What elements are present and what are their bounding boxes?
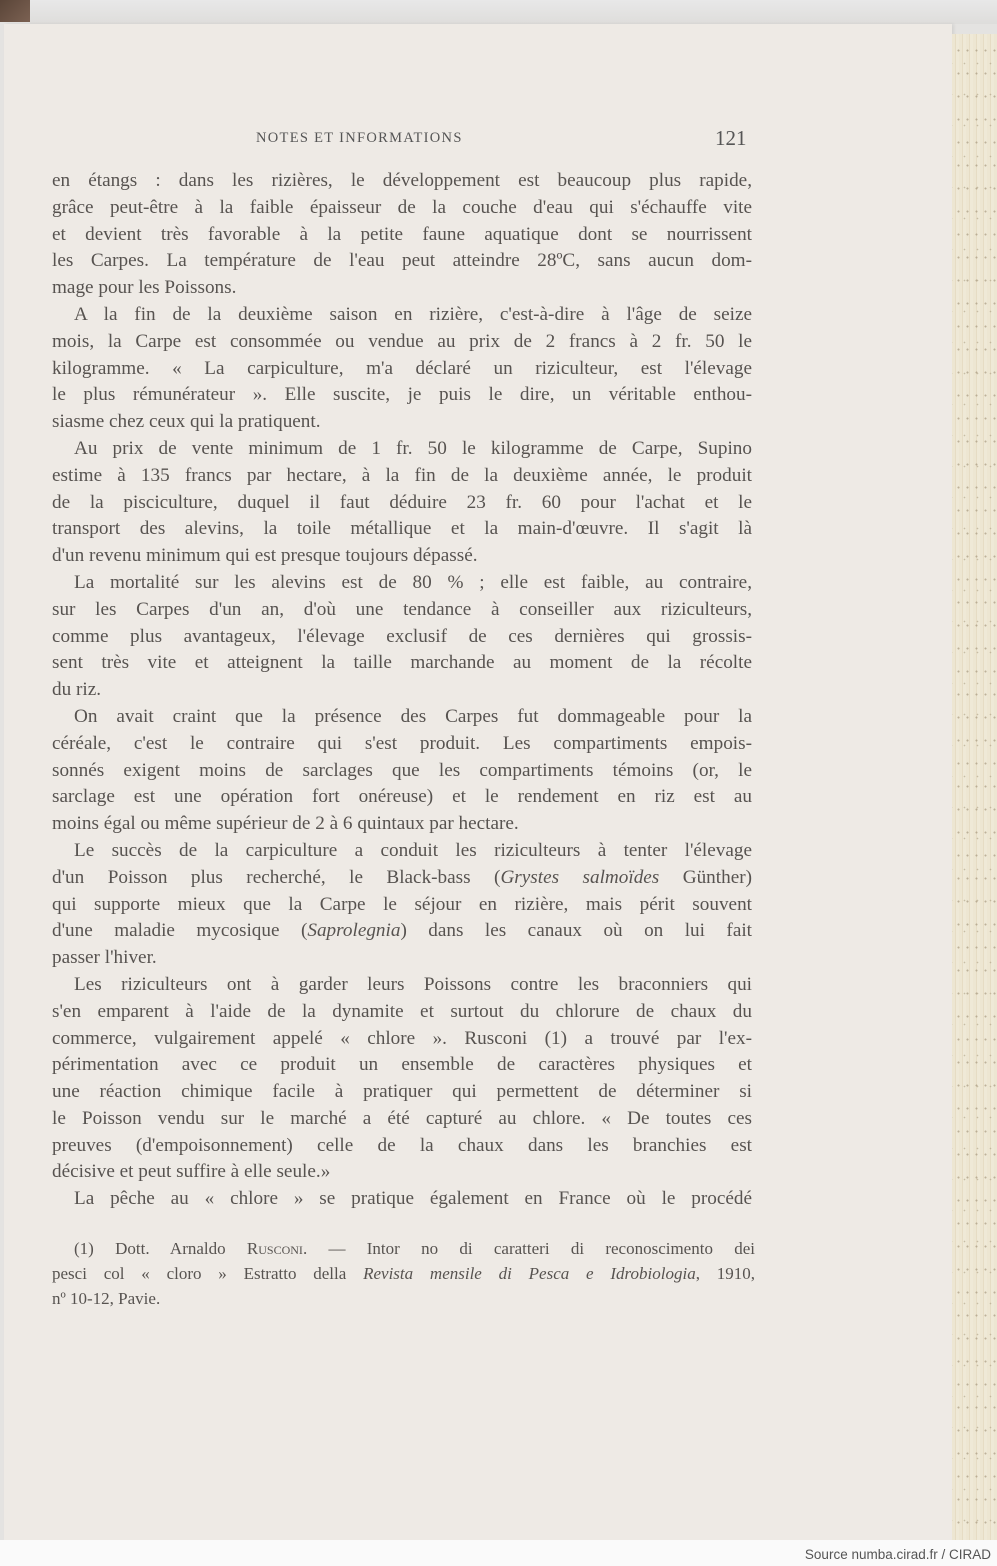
text-segment: preuves (d'empoisonnement) celle de la chaux dans les branchies est (52, 1134, 752, 1156)
scan-background (30, 0, 997, 24)
text-segment: de la pisciculture, duquel il faut déduire 23 fr. 60 pour l'achat et le (52, 491, 752, 513)
text-segment: commerce, vulgairement appelé « chlore ». Rusconi (1) a trouvé par l'ex- (52, 1027, 752, 1049)
body-text (52, 168, 752, 1213)
text-segment: Le succès de la carpiculture a conduit les riziculteurs à tenter l'élevage (74, 839, 752, 861)
text-line (52, 1236, 755, 1261)
text-line (52, 945, 752, 972)
text-segment: passer l'hiver. (52, 947, 157, 969)
text-segment: périmentation avec ce produit un ensemble de caractères physiques et (52, 1054, 752, 1076)
text-line (52, 1052, 752, 1079)
text-line (52, 811, 752, 838)
text-line (52, 302, 752, 329)
text-segment: mage pour les Poissons. (52, 277, 237, 299)
text-line (52, 758, 752, 785)
italic-text: Revista mensile di Pesca e Idrobiologia (363, 1264, 696, 1283)
text-line (52, 704, 752, 731)
text-segment: (1) Dott. Arnaldo (74, 1239, 247, 1258)
text-segment: La mortalité sur les alevins est de 80 % ; elle est faible, au contraire, (74, 571, 752, 593)
text-segment: On avait craint que la présence des Carpes fut dommageable pour la (74, 705, 752, 727)
text-segment: le plus rémunérateur ». Elle suscite, je puis le dire, un véritable enthou- (52, 384, 752, 406)
text-line (52, 865, 752, 892)
text-segment: sent très vite et atteignent la taille marchande au moment de la récolte (52, 652, 752, 674)
text-segment: et devient très favorable à la petite faune aquatique dont se nourrissent (52, 223, 752, 245)
text-segment: moins égal ou même supérieur de 2 à 6 quintaux par hectare. (52, 813, 519, 835)
text-line (52, 892, 752, 919)
footnote (52, 1236, 755, 1311)
text-segment: estime à 135 francs par hectare, à la fin de la deuxième année, le produit (52, 464, 752, 486)
text-line (52, 1186, 752, 1213)
text-line (52, 356, 752, 383)
italic-text: Grystes salmoïdes (500, 866, 660, 888)
text-segment: grâce peut-être à la faible épaisseur de la couche d'eau qui s'échauffe vite (52, 196, 752, 218)
text-segment: du riz. (52, 679, 102, 701)
text-line (52, 436, 752, 463)
text-segment: les Carpes. La température de l'eau peut atteindre 28ºC, sans aucun dom- (52, 250, 752, 272)
page-stack-edge (952, 34, 997, 1540)
text-line (52, 382, 752, 409)
text-segment: pesci col « cloro » Estratto della (52, 1264, 364, 1283)
text-segment: mois, la Carpe est consommée ou vendue au prix de 2 francs à 2 fr. 50 le (52, 330, 752, 352)
text-line (52, 543, 752, 570)
text-segment: décisive et peut suffire à elle seule.» (52, 1161, 331, 1183)
page-number: 121 (715, 126, 747, 150)
text-segment: Les riziculteurs ont à garder leurs Poissons contre les braconniers qui (74, 973, 752, 995)
text-segment: nº 10-12, Pavie. (52, 1289, 161, 1308)
text-line (52, 1133, 752, 1160)
text-line (52, 972, 752, 999)
text-segment: céréale, c'est le contraire qui s'est produit. Les compartiments empois- (52, 732, 752, 754)
text-line (52, 1286, 755, 1311)
text-line (52, 248, 752, 275)
text-line (52, 490, 752, 517)
text-line (52, 463, 752, 490)
text-line (52, 222, 752, 249)
text-line (52, 275, 752, 302)
text-line (52, 329, 752, 356)
text-segment: d'un Poisson plus recherché, le Black-bass ( (52, 866, 501, 888)
text-line (52, 784, 752, 811)
text-segment: d'un revenu minimum qui est presque toujours dépassé. (52, 545, 478, 567)
text-segment: sarclage est une opération fort onéreuse) et le rendement en riz est au (52, 786, 752, 808)
text-segment: , 1910, (695, 1264, 755, 1283)
text-segment: en étangs : dans les rizières, le développement est beaucoup plus rapide, (52, 170, 752, 191)
text-line (52, 918, 752, 945)
text-line (52, 409, 752, 436)
text-line (52, 597, 752, 624)
source-bar (0, 1540, 997, 1566)
text-segment: sur les Carpes d'un an, d'où une tendance à conseiller aux riziculteurs, (52, 598, 752, 620)
text-line (52, 516, 752, 543)
text-segment: Günther) (659, 866, 753, 888)
text-segment: . — Intor no di caratteri di reconoscimento dei (302, 1239, 755, 1258)
text-segment: ) dans les canaux où on lui fait (400, 920, 752, 942)
text-segment: comme plus avantageux, l'élevage exclusif de ces dernières qui grossis- (52, 625, 752, 647)
text-segment: le Poisson vendu sur le marché a été capturé au chlore. « De toutes ces (52, 1107, 752, 1129)
text-line (52, 838, 752, 865)
text-line (52, 624, 752, 651)
text-line (52, 1079, 752, 1106)
running-title: NOTES ET INFORMATIONS (256, 130, 463, 146)
text-line (52, 195, 752, 222)
text-line (52, 731, 752, 758)
text-segment: sonnés exigent moins de sarclages que les compartiments témoins (or, le (52, 759, 752, 781)
scan-corner (0, 0, 30, 22)
text-segment: d'une maladie mycosique ( (52, 920, 308, 942)
text-line (52, 999, 752, 1026)
text-line (52, 677, 752, 704)
italic-text: Saprolegnia (307, 920, 401, 942)
source-credit: Source numba.cirad.fr / CIRAD (804, 1547, 991, 1562)
text-line (52, 570, 752, 597)
text-segment: Rusconi (246, 1239, 303, 1258)
text-segment: kilogramme. « La carpiculture, m'a déclaré un riziculteur, est l'élevage (52, 357, 752, 379)
text-line (52, 650, 752, 677)
text-segment: A la fin de la deuxième saison en rizière, c'est-à-dire à l'âge de seize (74, 303, 752, 325)
text-line (52, 1159, 752, 1186)
text-segment: Au prix de vente minimum de 1 fr. 50 le kilogramme de Carpe, Supino (74, 437, 752, 459)
text-line (52, 1261, 755, 1286)
text-segment: qui supporte mieux que la Carpe le séjour en rizière, mais périt souvent (52, 893, 752, 915)
text-segment: une réaction chimique facile à pratiquer qui permettent de déterminer si (52, 1081, 752, 1103)
text-line (52, 1106, 752, 1133)
text-segment: s'en emparent à l'aide de la dynamite et surtout du chlorure de chaux du (52, 1000, 752, 1022)
text-segment: siasme chez ceux qui la pratiquent. (52, 411, 321, 433)
text-line (52, 168, 752, 195)
text-segment: transport des alevins, la toile métallique et la main-d'œuvre. Il s'agit là (52, 518, 752, 540)
text-segment: La pêche au « chlore » se pratique également en France où le procédé (74, 1188, 752, 1210)
text-line (52, 1026, 752, 1053)
